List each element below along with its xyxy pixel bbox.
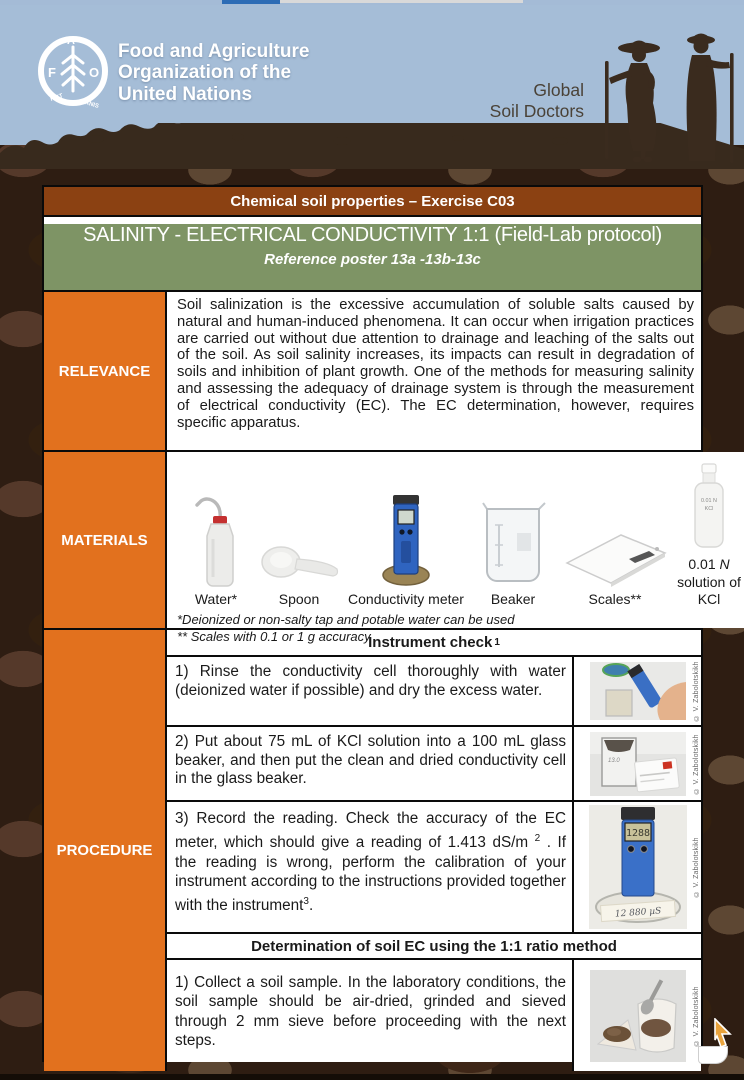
kcl-bottle-icon xyxy=(686,460,732,552)
relevance-row xyxy=(44,292,701,452)
relevance-content xyxy=(167,292,701,450)
title-bar xyxy=(44,224,701,292)
bottom-dark-strip xyxy=(0,1074,744,1080)
relevance-text: Soil salinization is the excessive accumulation of soluble salts caused by natural and human-induced phenomena. It can occur when irrigation practices are carried out without due attention to drainage and leaching of the salts out of the soil. As soil salinity increases, its impacts can result in degradation of soils and inhibition of plant growth. One of the methods for measuring salinity and assessing the adequacy of drainage system is through the measurement of electrical conductivity (EC). The EC determination, however, requires specific apparatus. xyxy=(177,297,694,431)
mouse-cursor xyxy=(712,1018,734,1050)
kcl-bottle-text-line2: KCl xyxy=(704,506,714,512)
procedure-label: PROCEDURE xyxy=(56,842,153,859)
material-label: Beaker xyxy=(490,591,536,607)
spoon-icon xyxy=(257,521,341,587)
fao-wordmark-line: Food and Agriculture xyxy=(118,41,310,62)
viewer-tab-indicator[interactable] xyxy=(222,0,280,4)
photo-credit: © V. Zabolotskikh xyxy=(693,733,700,794)
svg-text:PANIS: PANIS xyxy=(80,99,100,110)
photo-meter-check xyxy=(589,805,687,929)
handwritten-label: 12 880 µS xyxy=(614,906,662,920)
page-title: SALINITY - ELECTRICAL CONDUCTIVITY 1:1 (Field-Lab protocol) xyxy=(83,224,662,246)
fao-wordmark-line: United Nations xyxy=(118,83,253,105)
photo-credit: © V. Zabolotskikh xyxy=(693,985,700,1046)
procedure-content xyxy=(167,630,701,1071)
procedure-row xyxy=(44,630,701,1071)
beaker-icon xyxy=(475,491,551,587)
step-3-text: 3) Record the reading. Check the accuracy of the EC meter, which should give a reading of 1.413 dS/m $^2$ . If the reading is wrong, perform the calibration of your instrument according to the instructions provided together with the instrument$^3$. xyxy=(167,802,574,932)
material-conductivity-meter xyxy=(345,491,467,609)
lcd-value: 1288 xyxy=(625,828,650,839)
material-label: Conductivity meter xyxy=(348,591,464,607)
relevance-label: RELEVANCE xyxy=(58,362,151,380)
material-label: Spoon xyxy=(278,591,320,607)
viewer-top-strip xyxy=(0,0,744,5)
step-2-text: 2) Put about 75 mL of KCl solution into a 100 mL glass beaker, and then put the clean and dried conductivity cell in the glass beaker. xyxy=(167,727,574,800)
svg-text:FIAT: FIAT xyxy=(49,93,64,103)
material-water xyxy=(179,491,253,609)
soil-doctors-silhouettes xyxy=(580,27,744,167)
step-3-image-cell xyxy=(574,802,701,932)
determination-header: Determination of soil EC using the 1:1 ratio method xyxy=(167,934,701,960)
step-2-image-cell xyxy=(574,727,701,800)
footnote-scales: ** Scales with 0.1 or 1 g accuracy xyxy=(177,629,371,645)
materials-items xyxy=(167,452,744,609)
procedure-step-2 xyxy=(167,727,701,802)
instrument-check-header: Instrument check 1 xyxy=(167,630,701,657)
svg-text:F: F xyxy=(48,65,56,80)
materials-label-cell xyxy=(44,452,167,628)
header-footnote-ref: 1 xyxy=(494,637,500,648)
procedure-step-3 xyxy=(167,802,701,934)
fao-banner xyxy=(0,5,744,145)
footnote-water: *Deionized or non-salty tap and potable water can be used xyxy=(177,611,515,627)
materials-footnotes xyxy=(167,609,744,646)
fao-logo xyxy=(34,31,112,115)
kcl-bottle-text-line1: 0.01 N xyxy=(701,498,717,504)
photo-rinse-cell xyxy=(590,662,686,720)
programme-line: Global xyxy=(533,80,584,100)
exercise-header-text: Chemical soil properties – Exercise C03 xyxy=(230,192,515,210)
exercise-header-bar xyxy=(44,187,701,217)
procedure-label-cell xyxy=(44,630,167,1071)
procedure-step-1 xyxy=(167,657,701,727)
photo-credit: © V. Zabolotskikh xyxy=(693,661,700,721)
material-label: Scales** xyxy=(588,591,642,607)
material-scales xyxy=(559,497,671,609)
material-label: Water* xyxy=(194,591,238,607)
page-subtitle: Reference poster 13a -13b-13c xyxy=(264,251,481,268)
materials-label: MATERIALS xyxy=(61,531,148,549)
step-1-text: 1) Rinse the conductivity cell thoroughly with water (deionized water if possible) and dry the excess water. xyxy=(167,657,574,725)
wash-bottle-icon xyxy=(187,491,245,587)
procedure-step-4 xyxy=(167,960,701,1071)
photo-soil-sample xyxy=(590,970,686,1062)
step-1-image-cell xyxy=(574,657,701,725)
material-kcl xyxy=(671,460,744,609)
scales-icon xyxy=(561,497,669,587)
exercise-sheet xyxy=(42,185,741,1062)
svg-text:A: A xyxy=(67,35,75,47)
programme-line: Soil Doctors xyxy=(489,100,584,121)
material-label-kcl: 0.01 N solution of KCl xyxy=(677,556,741,607)
viewer-scrollbar-strip[interactable] xyxy=(280,0,523,3)
svg-text:13.0: 13.0 xyxy=(607,757,620,764)
fao-wordmark xyxy=(118,41,309,105)
fao-wordmark-line: Organization of the xyxy=(118,62,292,84)
conductivity-meter-icon xyxy=(375,491,437,587)
photo-credit: © V. Zabolotskikh xyxy=(693,837,700,897)
relevance-label-cell xyxy=(44,292,167,450)
photo-kcl-beaker xyxy=(590,732,686,796)
material-beaker xyxy=(467,491,559,609)
material-spoon xyxy=(253,521,345,609)
step-4-image-cell xyxy=(574,960,701,1071)
step-4-text: 1) Collect a soil sample. In the laboratory conditions, the soil sample should be air-dried, grinded and sieved through 2 mm sieve before proceeding with the next steps. xyxy=(167,960,574,1071)
svg-text:O: O xyxy=(89,65,100,80)
